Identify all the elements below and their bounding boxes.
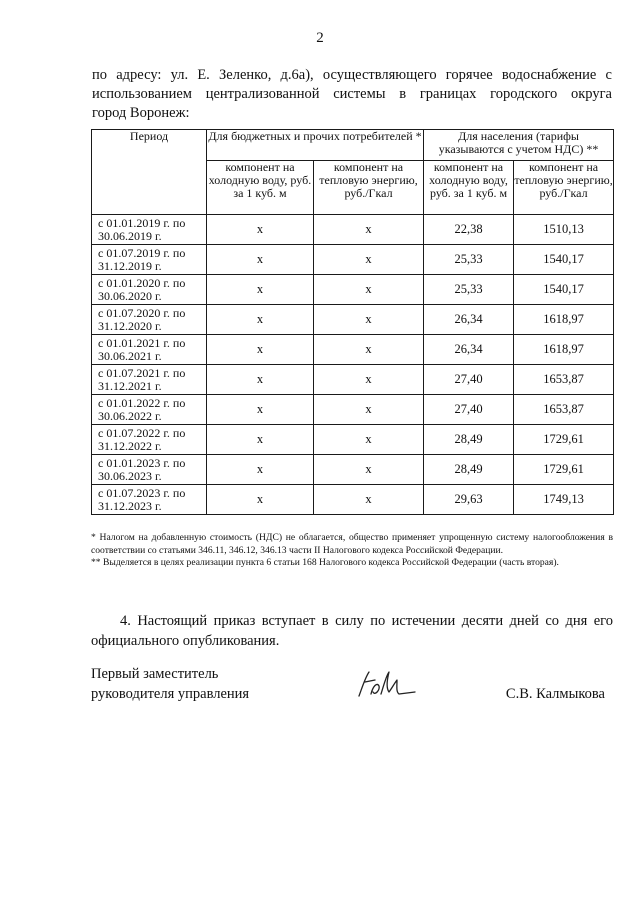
population-heat-cell: 1540,17	[514, 245, 614, 275]
period-cell: с 01.07.2020 г. по 31.12.2020 г.	[92, 305, 207, 335]
period-cell: с 01.07.2019 г. по 31.12.2019 г.	[92, 245, 207, 275]
budget-heat-cell: х	[314, 395, 424, 425]
budget-water-cell: х	[207, 395, 314, 425]
budget-heat-cell: х	[314, 275, 424, 305]
header-population-water: компонент на холодную воду, руб. за 1 куб. м	[424, 161, 514, 215]
budget-heat-cell: х	[314, 425, 424, 455]
table-row	[92, 275, 614, 305]
budget-water-cell: х	[207, 365, 314, 395]
intro-paragraph	[92, 66, 612, 123]
table-row	[92, 245, 614, 275]
intro-line: по адресу: ул. Е. Зеленко, д.6а), осуществляющего горячее водоснабжение с	[92, 67, 612, 83]
header-period: Период	[92, 130, 207, 215]
population-water-cell: 27,40	[424, 395, 514, 425]
population-water-cell: 27,40	[424, 365, 514, 395]
header-population-group: Для населения (тарифы указываются с учетом НДС) **	[424, 130, 614, 161]
period-cell: с 01.01.2023 г. по 30.06.2023 г.	[92, 455, 207, 485]
population-heat-cell: 1618,97	[514, 305, 614, 335]
intro-line: использованием централизованной системы в границах городского округа	[92, 86, 612, 102]
table-row	[92, 455, 614, 485]
header-budget-group: Для бюджетных и прочих потребителей *	[207, 130, 424, 161]
population-heat-cell: 1510,13	[514, 215, 614, 245]
budget-water-cell: х	[207, 275, 314, 305]
period-cell: с 01.07.2022 г. по 31.12.2022 г.	[92, 425, 207, 455]
population-heat-cell: 1749,13	[514, 485, 614, 515]
budget-heat-cell: х	[314, 215, 424, 245]
population-water-cell: 29,63	[424, 485, 514, 515]
table-row	[92, 425, 614, 455]
population-water-cell: 26,34	[424, 335, 514, 365]
period-cell: с 01.07.2021 г. по 31.12.2021 г.	[92, 365, 207, 395]
signatory-name: С.В. Калмыкова	[505, 686, 605, 702]
budget-heat-cell: х	[314, 485, 424, 515]
table-row	[92, 335, 614, 365]
budget-heat-cell: х	[314, 455, 424, 485]
period-cell: с 01.01.2019 г. по 30.06.2019 г.	[92, 215, 207, 245]
signature-block	[91, 664, 613, 724]
budget-water-cell: х	[207, 425, 314, 455]
period-cell: с 01.07.2023 г. по 31.12.2023 г.	[92, 485, 207, 515]
handwritten-signature	[353, 668, 423, 702]
population-heat-cell: 1653,87	[514, 365, 614, 395]
header-population-heat: компонент на тепловую энергию, руб./Гкал	[514, 161, 614, 215]
population-heat-cell: 1729,61	[514, 455, 614, 485]
footnote-allocated: ** Выделяется в целях реализации пункта 6 статьи 168 Налогового кодекса Российской Федерации (часть вторая).	[91, 557, 559, 568]
population-heat-cell: 1618,97	[514, 335, 614, 365]
period-cell: с 01.01.2020 г. по 30.06.2020 г.	[92, 275, 207, 305]
header-budget-water: компонент на холодную воду, руб. за 1 куб. м	[207, 161, 314, 215]
header-budget-heat: компонент на тепловую энергию, руб./Гкал	[314, 161, 424, 215]
table-row	[92, 305, 614, 335]
position-line: Первый заместитель	[91, 666, 219, 682]
footnote-vat: * Налогом на добавленную стоимость (НДС) не облагается, общество применяет упрощенную систему налогообложения в соответствии со статьями 346.11, 346.12, 346.13 части II Налогового кодекса Российской Федерации.	[91, 532, 613, 556]
budget-water-cell: х	[207, 335, 314, 365]
population-water-cell: 25,33	[424, 245, 514, 275]
population-water-cell: 25,33	[424, 275, 514, 305]
population-water-cell: 28,49	[424, 455, 514, 485]
budget-heat-cell: х	[314, 245, 424, 275]
population-water-cell: 26,34	[424, 305, 514, 335]
page-number: 2	[316, 30, 324, 46]
population-heat-cell: 1729,61	[514, 425, 614, 455]
intro-line: город Воронеж:	[92, 105, 190, 121]
budget-water-cell: х	[207, 485, 314, 515]
table-row	[92, 485, 614, 515]
budget-heat-cell: х	[314, 305, 424, 335]
budget-water-cell: х	[207, 305, 314, 335]
table-row	[92, 395, 614, 425]
clause-4: 4. Настоящий приказ вступает в силу по истечении десяти дней со дня его официального опубликования.	[91, 613, 613, 649]
population-water-cell: 22,38	[424, 215, 514, 245]
budget-heat-cell: х	[314, 335, 424, 365]
period-cell: с 01.01.2021 г. по 30.06.2021 г.	[92, 335, 207, 365]
table-row	[92, 365, 614, 395]
tariff-table	[91, 129, 614, 515]
budget-water-cell: х	[207, 455, 314, 485]
period-cell: с 01.01.2022 г. по 30.06.2022 г.	[92, 395, 207, 425]
budget-heat-cell: х	[314, 365, 424, 395]
budget-water-cell: х	[207, 215, 314, 245]
population-water-cell: 28,49	[424, 425, 514, 455]
footnotes	[91, 532, 613, 570]
budget-water-cell: х	[207, 245, 314, 275]
table-row	[92, 215, 614, 245]
population-heat-cell: 1653,87	[514, 395, 614, 425]
population-heat-cell: 1540,17	[514, 275, 614, 305]
position-line: руководителя управления	[91, 686, 250, 702]
